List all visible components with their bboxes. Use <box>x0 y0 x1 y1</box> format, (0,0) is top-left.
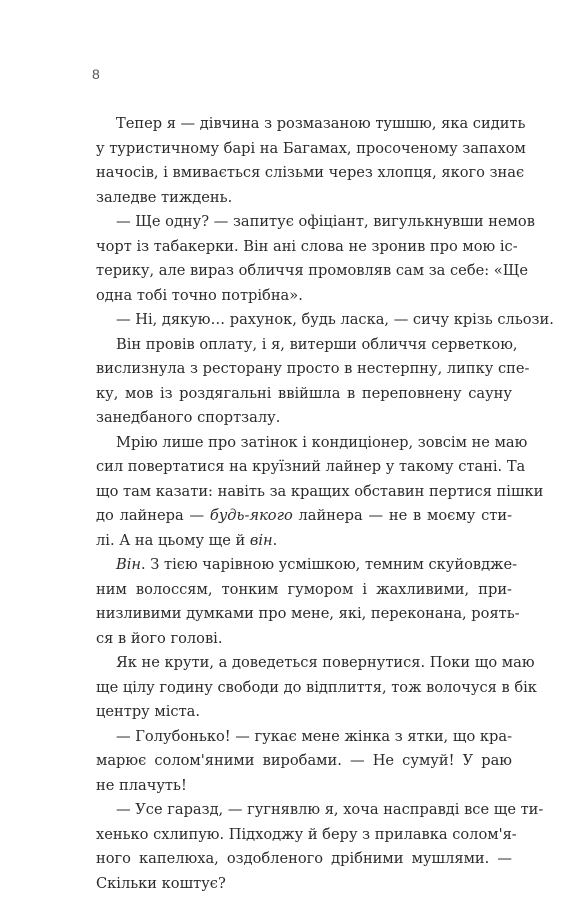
text-line <box>96 112 526 137</box>
text-line <box>96 700 512 725</box>
text-line <box>96 676 537 701</box>
text-segment: хенько схлипую. Підходжу й беру з прилавка солом'я- <box>96 825 517 843</box>
text-segment: — Усе гаразд, — гугнявлю я, хоча насправді все ще ти- <box>116 801 544 818</box>
text-segment: — Ні, дякую… рахунок, будь ласка, — сичу крізь сльози. <box>116 311 554 328</box>
text-segment: центру міста. <box>96 703 200 720</box>
text-line <box>96 259 529 284</box>
text-segment: що там казати: навіть за кращих обставин пертися пішки <box>96 482 544 500</box>
text-line <box>96 774 512 799</box>
text-segment: ним волоссям, тонким гумором і жахливими, при- <box>96 580 512 598</box>
text-line <box>96 529 512 554</box>
text-segment: ще цілу годину свободи до відплиття, тож волочуся в бік <box>96 678 537 696</box>
text-line <box>96 406 512 431</box>
text-segment: у туристичному барі на Багамах, просоченому запахом <box>96 139 526 157</box>
text-segment: Тепер я — дівчина з розмазаною тушшю, яка сидить <box>116 115 526 132</box>
body-text <box>96 112 554 896</box>
text-segment: занедбаного спортзалу. <box>96 409 281 426</box>
text-line <box>96 651 535 676</box>
text-segment: — Голубонько! — гукає мене жінка з ятки, що кра- <box>116 727 512 745</box>
text-line <box>96 504 512 529</box>
text-segment: начосів, і вмивається слізьми через хлопця, якого знає <box>96 164 525 181</box>
text-line <box>96 333 518 358</box>
text-line <box>96 480 544 505</box>
text-segment: . З тією чарівною усмішкою, темним скуйовдже- <box>141 556 518 573</box>
text-line <box>96 872 512 897</box>
text-segment: терику, але вираз обличчя промовляв сам за себе: «Ще <box>96 262 529 279</box>
text-line <box>96 578 512 603</box>
text-line <box>96 823 517 848</box>
text-line <box>96 161 525 186</box>
text-line <box>96 553 518 578</box>
text-line <box>96 725 512 750</box>
text-segment: ку, мов із роздягальні ввійшла в переповнену сауну <box>96 384 512 402</box>
text-line <box>96 602 520 627</box>
italic-text: він <box>249 531 273 549</box>
text-segment: низливими думками про мене, які, переконана, роять- <box>96 605 520 622</box>
text-segment: Скільки коштує? <box>96 874 226 892</box>
text-line <box>96 455 526 480</box>
text-segment: ся в його голові. <box>96 629 223 647</box>
text-line <box>96 284 512 309</box>
text-line <box>96 308 554 333</box>
text-segment: лайнера — не в моєму сти- <box>292 507 513 524</box>
text-segment: сил повертатися на круїзний лайнер у такому стані. Та <box>96 458 526 475</box>
text-segment: ного капелюха, оздобленого дрібними мушлями. — <box>96 850 512 867</box>
text-line <box>96 798 544 823</box>
text-line <box>96 847 512 872</box>
text-segment: Він провів оплату, і я, витерши обличчя серветкою, <box>116 335 518 353</box>
italic-text: Він <box>116 556 142 573</box>
text-segment: лі. А на цьому ще й <box>96 531 250 549</box>
text-segment: Як не крути, а доведеться повернутися. Поки що маю <box>116 654 535 671</box>
text-segment: заледве тиждень. <box>96 188 233 206</box>
text-line <box>96 235 518 260</box>
text-line <box>96 382 512 407</box>
text-line <box>96 137 526 162</box>
text-segment: Мрію лише про затінок і кондиціонер, зовсім не маю <box>116 433 528 451</box>
text-line <box>96 431 528 456</box>
text-line <box>96 357 530 382</box>
page-number: 8 <box>92 66 100 82</box>
text-segment: не плачуть! <box>96 776 187 794</box>
text-line <box>96 210 535 235</box>
text-segment: — Ще одну? — запитує офіціант, вигулькнувши немов <box>116 213 535 230</box>
text-segment: . <box>272 531 278 549</box>
text-segment: марює солом'яними виробами. — Не сумуй! У раю <box>96 752 512 769</box>
text-line <box>96 186 512 211</box>
text-segment: чорт із табакерки. Він ані слова не зронив про мою іс- <box>96 237 518 255</box>
text-segment: одна тобі точно потрібна». <box>96 286 303 304</box>
italic-text: будь-якого <box>209 507 293 524</box>
text-segment: до лайнера — <box>96 507 210 524</box>
text-line <box>96 627 512 652</box>
text-segment: вислизнула з ресторану просто в нестерпну, липку спе- <box>96 360 530 377</box>
text-line <box>96 749 512 774</box>
